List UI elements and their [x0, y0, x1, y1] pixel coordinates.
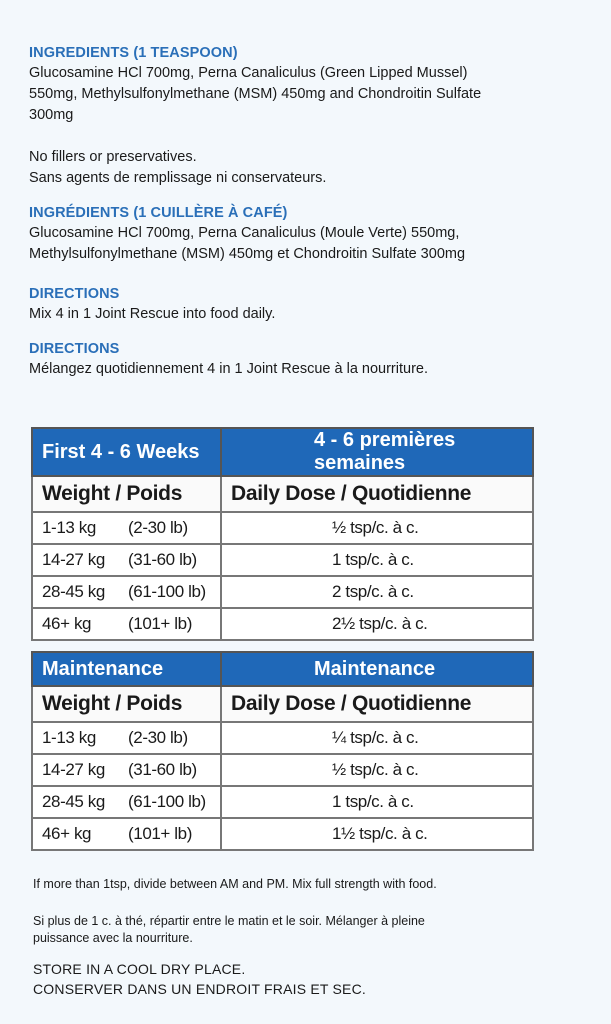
- label-text: [29, 45, 589, 380]
- table-row: [32, 576, 533, 608]
- weight-kg: 14-27 kg: [42, 760, 105, 779]
- table-row: [32, 512, 533, 544]
- weight-kg: 46+ kg: [42, 824, 92, 843]
- weight-kg: 28-45 kg: [42, 792, 105, 811]
- directions-fr-text: Mélangez quotidiennement 4 in 1 Joint Rescue à la nourriture.: [29, 361, 428, 377]
- weight-lb: (101+ lb): [128, 614, 192, 633]
- table-row: [32, 818, 533, 850]
- initial-title-fr: 4 - 6 premières semaines: [221, 428, 533, 476]
- dose-column-header: Daily Dose / Quotidienne: [221, 686, 533, 722]
- weight-kg: 28-45 kg: [42, 582, 105, 601]
- usage-note-fr-line: Si plus de 1 c. à thé, répartir entre le matin et le soir. Mélanger à pleine: [33, 914, 425, 928]
- weight-kg: 1-13 kg: [42, 518, 96, 537]
- weight-lb: (61-100 lb): [128, 792, 206, 811]
- weight-lb: (101+ lb): [128, 824, 192, 843]
- weight-kg: 1-13 kg: [42, 728, 96, 747]
- storage-en: STORE IN A COOL DRY PLACE.: [33, 961, 246, 977]
- ingredients-en-heading: INGREDIENTS (1 TEASPOON): [29, 45, 238, 61]
- usage-note-en: If more than 1tsp, divide between AM and PM. Mix full strength with food.: [33, 877, 437, 891]
- ingredients-fr-line: Glucosamine HCl 700mg, Perna Canaliculus (Moule Verte) 550mg,: [29, 225, 460, 241]
- table-row: [32, 608, 533, 640]
- ingredients-fr-line: Methylsulfonylmethane (MSM) 450mg et Chondroitin Sulfate 300mg: [29, 246, 466, 262]
- table-row: [32, 786, 533, 818]
- weight-kg: 14-27 kg: [42, 550, 105, 569]
- ingredients-en-line: Glucosamine HCl 700mg, Perna Canaliculus (Green Lipped Mussel): [29, 65, 468, 81]
- table-row: [32, 722, 533, 754]
- directions-en-heading: DIRECTIONS: [29, 286, 120, 302]
- directions-fr-heading: DIRECTIONS: [29, 341, 120, 357]
- daily-dose: ¼ tsp/c. à c.: [221, 722, 533, 754]
- daily-dose: ½ tsp/c. à c.: [221, 512, 533, 544]
- weight-lb: (31-60 lb): [128, 760, 197, 779]
- daily-dose: 2½ tsp/c. à c.: [221, 608, 533, 640]
- ingredients-en-line: 550mg, Methylsulfonylmethane (MSM) 450mg and Chondroitin Sulfate: [29, 86, 482, 102]
- table-row: [32, 754, 533, 786]
- weight-lb: (31-60 lb): [128, 550, 197, 569]
- initial-dosage-table: [31, 427, 534, 641]
- daily-dose: ½ tsp/c. à c.: [221, 754, 533, 786]
- weight-column-header: Weight / Poids: [32, 476, 221, 512]
- storage-fr: CONSERVER DANS UN ENDROIT FRAIS ET SEC.: [33, 981, 366, 997]
- daily-dose: 2 tsp/c. à c.: [221, 576, 533, 608]
- maintenance-dosage-table: [31, 651, 534, 851]
- maintenance-title-en: Maintenance: [32, 652, 221, 686]
- weight-lb: (61-100 lb): [128, 582, 206, 601]
- weight-lb: (2-30 lb): [128, 518, 188, 537]
- daily-dose: 1½ tsp/c. à c.: [221, 818, 533, 850]
- ingredients-en-line: 300mg: [29, 107, 74, 123]
- storage-instructions: [33, 959, 593, 999]
- initial-title-en: First 4 - 6 Weeks: [32, 428, 221, 476]
- daily-dose: 1 tsp/c. à c.: [221, 544, 533, 576]
- directions-en-text: Mix 4 in 1 Joint Rescue into food daily.: [29, 306, 276, 322]
- table-row: [32, 544, 533, 576]
- ingredients-fr-heading: INGRÉDIENTS (1 CUILLÈRE À CAFÉ): [29, 205, 288, 221]
- weight-lb: (2-30 lb): [128, 728, 188, 747]
- daily-dose: 1 tsp/c. à c.: [221, 786, 533, 818]
- no-fillers-fr: Sans agents de remplissage ni conservateurs.: [29, 170, 327, 186]
- no-fillers-en: No fillers or preservatives.: [29, 149, 197, 165]
- maintenance-title-fr: Maintenance: [221, 652, 533, 686]
- dose-column-header: Daily Dose / Quotidienne: [221, 476, 533, 512]
- weight-kg: 46+ kg: [42, 614, 92, 633]
- usage-note-fr-line: puissance avec la nourriture.: [33, 931, 193, 945]
- usage-note-fr: [33, 913, 593, 947]
- weight-column-header: Weight / Poids: [32, 686, 221, 722]
